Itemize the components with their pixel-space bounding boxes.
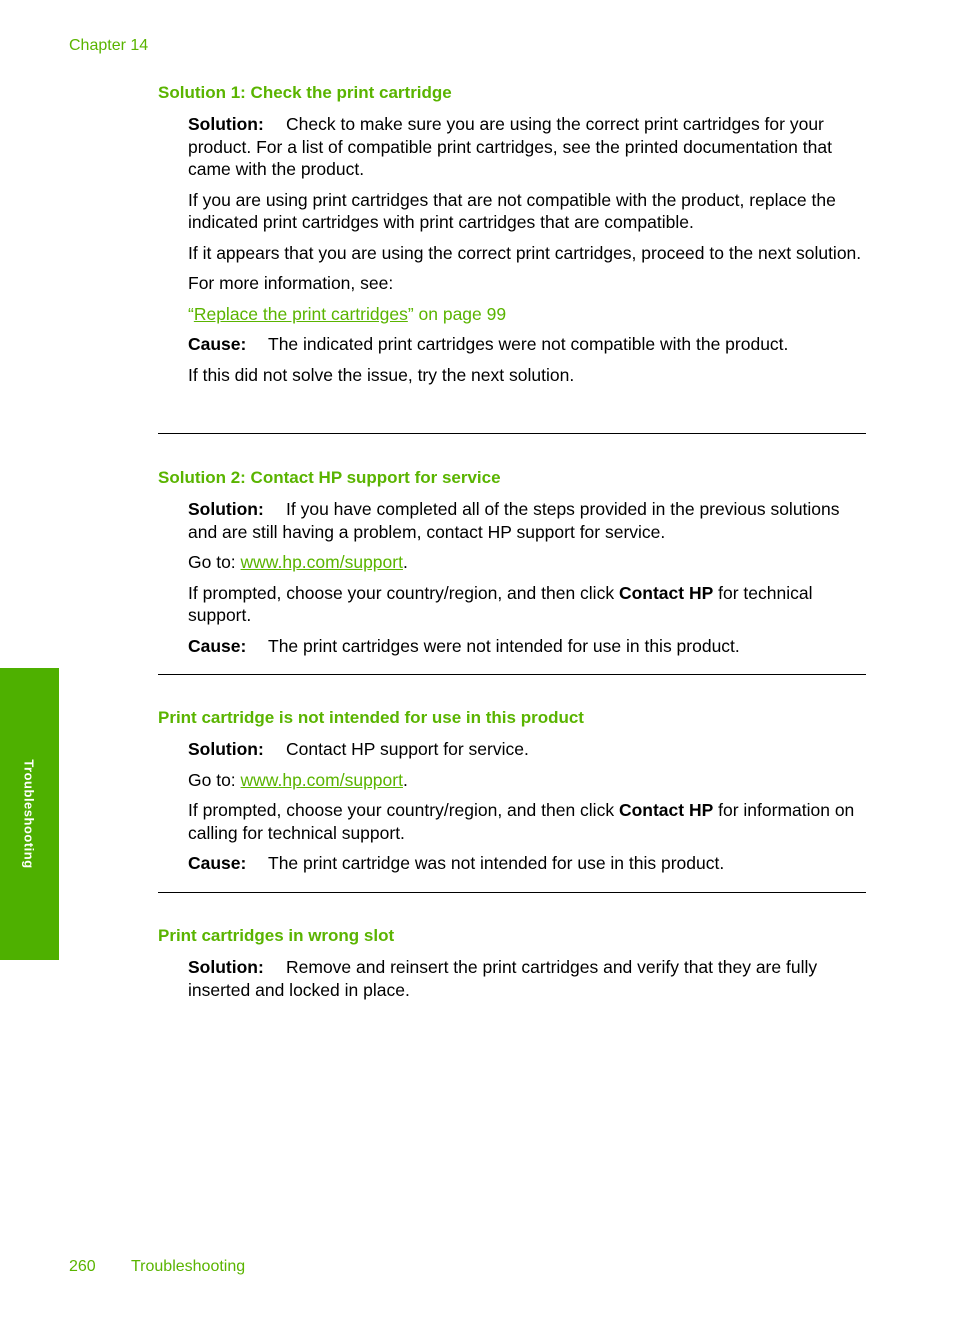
goto-suffix: . (402, 769, 408, 790)
section-check-print-cartridge (158, 82, 866, 386)
cross-reference (188, 303, 866, 326)
replace-cartridges-link[interactable]: Replace the print cartridges (193, 303, 408, 324)
goto-paragraph (188, 551, 866, 574)
goto-paragraph (188, 769, 866, 792)
section-body (188, 113, 866, 386)
prompt-text-end: for information on calling for technical support. (188, 800, 855, 843)
section-divider (158, 892, 866, 893)
chapter-header: Chapter 14 (69, 37, 149, 54)
solution-label: Solution: (188, 957, 264, 977)
side-tab-label: Troubleshooting (21, 759, 37, 869)
hp-support-link[interactable]: www.hp.com/support (240, 769, 403, 790)
cause-paragraph (188, 852, 866, 875)
solution-text: Contact HP support for service. (286, 739, 529, 759)
cause-label: Cause: (188, 853, 247, 873)
goto-prefix: Go to: (188, 552, 241, 572)
more-info-paragraph: For more information, see: (188, 273, 394, 293)
page-number: 260 (69, 1258, 96, 1275)
cause-paragraph (188, 635, 866, 658)
cause-text: The print cartridge was not intended for use in this product. (268, 853, 725, 873)
solution-text: If you have completed all of the steps provided in the previous solutions and are still having a problem, contact HP support for service. (188, 499, 840, 542)
footer-title: Troubleshooting (131, 1258, 246, 1275)
goto-suffix: . (402, 552, 408, 572)
solution-label: Solution: (188, 739, 264, 759)
cause-text: The print cartridges were not intended for use in this product. (268, 635, 740, 656)
solution-paragraph (188, 956, 866, 1001)
hp-support-link[interactable]: www.hp.com/support (240, 552, 403, 572)
cause-label: Cause: (188, 334, 247, 354)
solution-paragraph (188, 113, 866, 181)
solution-text: Check to make sure you are using the correct print cartridges for your product. For a list of compatible print cartridges, see the printed documentation that came with the product. (188, 114, 832, 179)
solution-label: Solution: (188, 114, 264, 134)
section-heading: Solution 1: Check the print cartridge (158, 83, 452, 102)
goto-prefix: Go to: (188, 769, 241, 790)
cross-reference-open-quote: “ (188, 303, 194, 324)
cause-paragraph (188, 333, 866, 356)
section-cartridge-not-intended (158, 707, 866, 875)
cause-label: Cause: (188, 635, 247, 656)
prompt-text-end: for technical support. (188, 582, 813, 625)
section-heading: Solution 2: Contact HP support for service (158, 468, 501, 487)
contact-hp-term: Contact HP (618, 582, 714, 603)
side-tab (0, 668, 59, 960)
section-contact-hp-support (158, 467, 866, 657)
solution-paragraph (188, 738, 866, 761)
contact-hp-term: Contact HP (618, 800, 714, 820)
prompt-text: If prompted, choose your country/region, and then click (188, 582, 619, 603)
section-divider (158, 674, 866, 675)
next-solution-paragraph: If this did not solve the issue, try the next solution. (188, 364, 575, 385)
prompt-paragraph (188, 799, 866, 844)
cause-text: The indicated print cartridges were not compatible with the product. (268, 334, 789, 354)
section-divider (158, 433, 866, 434)
section-heading: Print cartridge is not intended for use in this product (158, 708, 584, 727)
section-body (188, 738, 866, 875)
section-body (188, 956, 866, 1001)
prompt-paragraph (188, 582, 866, 627)
proceed-paragraph: If it appears that you are using the correct print cartridges, proceed to the next solution. (188, 242, 862, 263)
solution-label: Solution: (188, 499, 264, 519)
section-body (188, 498, 866, 657)
section-wrong-slot (158, 925, 866, 1001)
solution-paragraph (188, 498, 866, 543)
prompt-text: If prompted, choose your country/region, and then click (188, 800, 619, 820)
section-heading: Print cartridges in wrong slot (158, 926, 395, 945)
cross-reference-page: ” on page 99 (407, 303, 507, 324)
incompatible-paragraph: If you are using print cartridges that are not compatible with the product, replace the indicated print cartridges with print cartridges that are compatible. (188, 189, 836, 232)
solution-text: Remove and reinsert the print cartridges and verify that they are fully inserted and locked in place. (188, 957, 818, 1000)
